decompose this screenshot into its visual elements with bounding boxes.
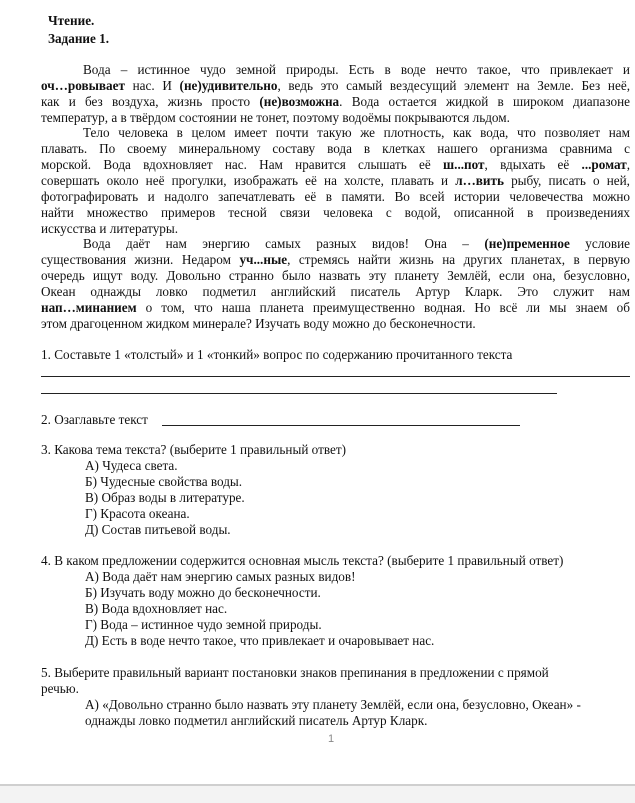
q4-option[interactable]: А) Вода даёт нам энергию самых разных видов!	[85, 569, 356, 584]
text-line	[41, 157, 630, 173]
text-line	[41, 110, 630, 126]
text-segment: ,	[626, 157, 631, 173]
q3-option[interactable]: А) Чудеса света.	[85, 458, 178, 473]
text-line	[41, 141, 630, 157]
q3-option[interactable]: Б) Чудесные свойства воды.	[85, 474, 243, 489]
text-segment: температур, а в твёрдом состоянии не тонет, поэтому водоёмы покрываются льдом.	[41, 109, 510, 125]
text-segment: рыбу, писать о ней,	[503, 172, 630, 188]
q4-option[interactable]: В) Вода вдохновляет нас.	[85, 601, 228, 616]
text-segment: , ведь это самый вездесущий элемент на Земле. Без неё,	[277, 77, 630, 93]
q5-option[interactable]: А) «Довольно странно было назвать эту планету Землёй, если она, безусловно, Океан» -	[85, 697, 581, 712]
q4-option[interactable]: Г) Вода – истинное чудо земной природы.	[85, 617, 322, 632]
text-segment: , стремясь найти жизнь на других планетах, в первую	[287, 252, 630, 268]
question-3: 3. Какова тема текста? (выберите 1 правильный ответ)	[41, 442, 347, 457]
text-line	[41, 252, 630, 268]
text-segment: . Вода остается жидкой в широком диапазоне	[339, 93, 630, 109]
task-title: Задание 1.	[48, 31, 110, 46]
text-line	[41, 78, 630, 94]
text-segment: Тело человека в целом имеет почти такую же плотность, как вода, что позволяет нам	[83, 125, 630, 141]
text-line	[83, 62, 630, 78]
text-segment: плавать. По своему минеральному составу вода в клетках нашего организма сравнима с	[41, 141, 630, 157]
section-title: Чтение.	[48, 13, 95, 28]
highlighted-word: уч...ные	[239, 252, 288, 268]
question-4: 4. В каком предложении содержится основная мысль текста? (выберите 1 правильный ответ)	[41, 553, 564, 568]
q3-option[interactable]: В) Образ воды в литературе.	[85, 490, 245, 505]
text-segment: очередь ищут воду. Довольно странно было назвать эту планету Землёй, если она, безусловно,	[41, 268, 630, 284]
text-segment: Океан однажды ловко подметил английский писатель Артур Кларк. Это служит нам	[41, 283, 630, 299]
text-segment: Вода – истинное чудо земной природы. Есть в воде нечто такое, что привлекает и	[83, 62, 630, 77]
text-line	[41, 94, 630, 110]
text-segment: найти множество примеров тесной связи человека с водой, описанной в произведениях	[41, 204, 630, 220]
text-segment: этом драгоценном жидком минерале? Изучать воду можно до бесконечности.	[41, 315, 476, 331]
text-line	[83, 125, 630, 141]
q4-option[interactable]: Б) Изучать воду можно до бесконечности.	[85, 585, 321, 600]
text-segment: морской. Вода вдохновляет нас. Нам нравится слышать её	[41, 157, 444, 173]
highlighted-word: ...ромат	[581, 157, 627, 173]
viewer-bottom-bar	[0, 784, 635, 803]
title-answer-line[interactable]	[162, 425, 520, 426]
page-number: 1	[328, 733, 335, 745]
text-line	[41, 221, 630, 237]
q5-option-cont: однажды ловко подметил английский писатель Артур Кларк.	[85, 713, 428, 728]
question-5-cont: речью.	[41, 681, 79, 696]
text-line	[41, 316, 630, 332]
highlighted-word: нап…минанием	[41, 299, 137, 315]
text-segment: как и без воздуха, жизнь просто	[41, 93, 260, 109]
text-segment: Вода даёт нам энергию самых разных видов! Она –	[83, 236, 485, 252]
text-segment: нас. И	[124, 77, 180, 93]
text-segment: , вдыхать её	[484, 157, 582, 173]
text-segment: о том, что наша планета преимущественно водная. Но всё ли мы знаем об	[136, 299, 630, 315]
text-segment: условие	[569, 236, 631, 252]
text-line	[41, 284, 630, 300]
highlighted-word: (не)удивительно	[179, 77, 278, 93]
highlighted-word: (не)возможна	[259, 93, 340, 109]
text-line	[83, 236, 630, 252]
highlighted-word: л…вить	[455, 172, 504, 188]
highlighted-word: ш...пот	[443, 157, 485, 173]
question-1: 1. Составьте 1 «толстый» и 1 «тонкий» вопрос по содержанию прочитанного текста	[41, 347, 513, 362]
text-line	[41, 173, 630, 189]
text-line	[41, 300, 630, 316]
highlighted-word: (не)пременное	[484, 236, 570, 252]
q4-option[interactable]: Д) Есть в воде нечто такое, что привлекает и очаровывает нас.	[85, 633, 435, 648]
text-segment: искусства и литературы.	[41, 220, 179, 236]
answer-line[interactable]	[41, 393, 557, 394]
text-segment: фотографировать и надолго запечатлевать её в памяти. Во всей истории человечества можно	[41, 188, 630, 204]
text-line	[41, 189, 630, 205]
q3-option[interactable]: Д) Состав питьевой воды.	[85, 522, 231, 537]
text-line	[41, 268, 630, 284]
highlighted-word: оч…ровывает	[41, 77, 125, 93]
question-5: 5. Выберите правильный вариант постановки знаков препинания в предложении с прямой	[41, 665, 549, 680]
answer-line[interactable]	[41, 376, 630, 377]
text-line	[41, 205, 630, 221]
text-segment: совершать около неё прогулки, изображать её на холсте, плавать и	[41, 172, 456, 188]
question-2: 2. Озаглавьте текст	[41, 412, 148, 427]
text-segment: существования жизни. Недаром	[41, 252, 240, 268]
q3-option[interactable]: Г) Красота океана.	[85, 506, 190, 521]
